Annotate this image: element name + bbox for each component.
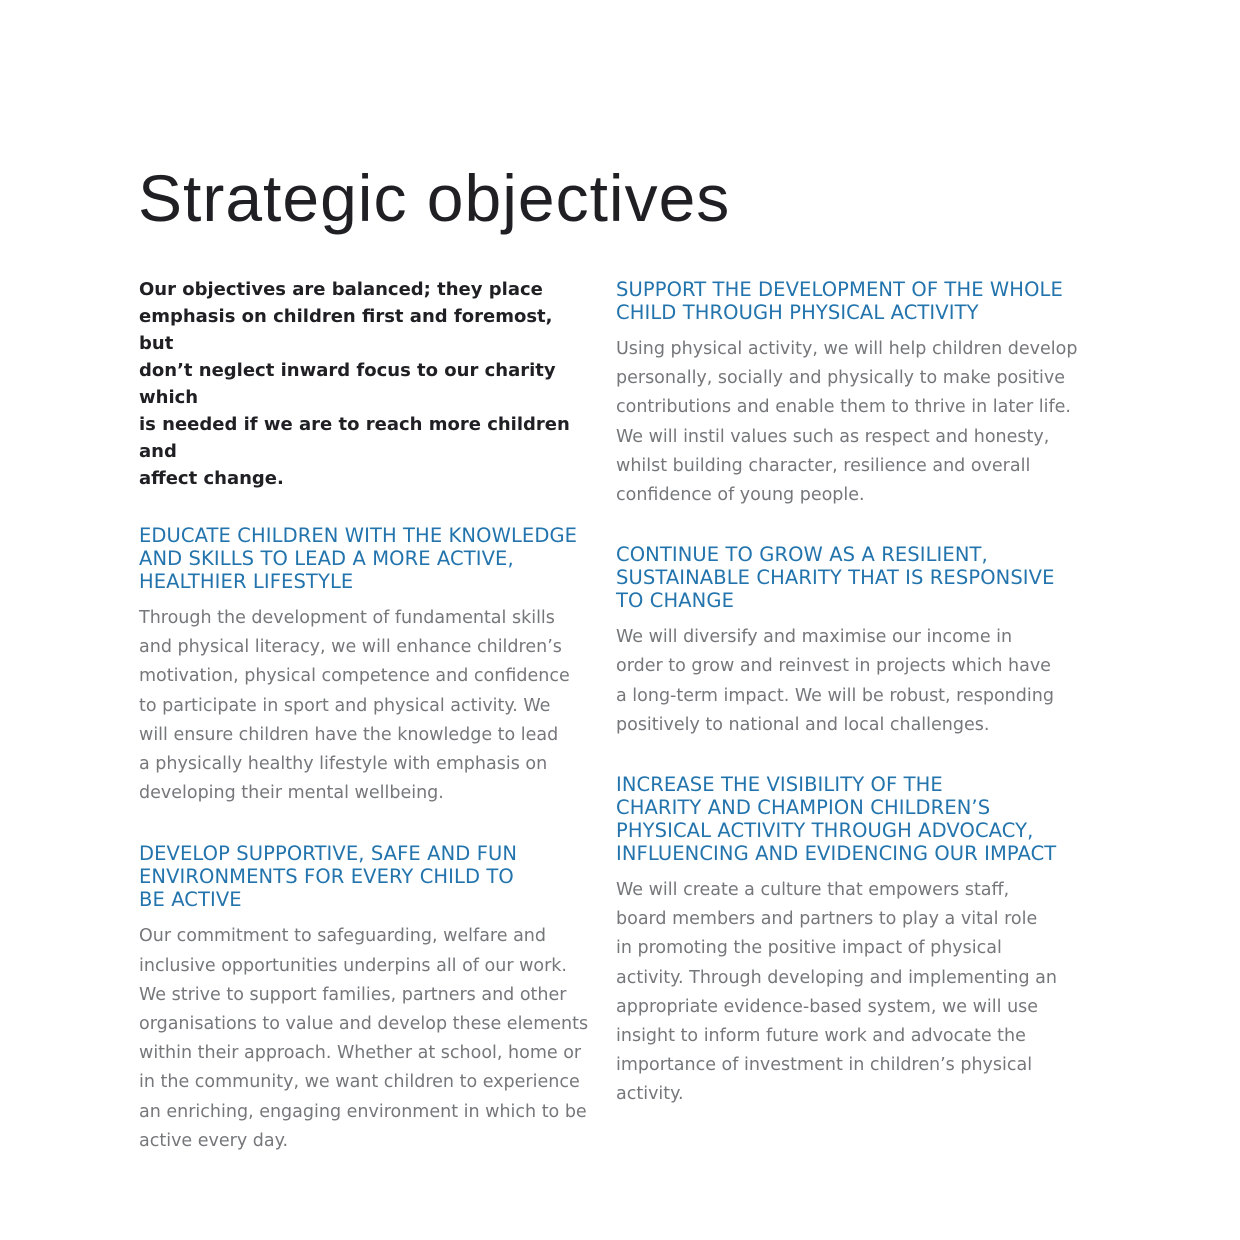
objective-supportive-environments [139,842,591,1156]
objective-heading: SUPPORT THE DEVELOPMENT OF THE WHOLE CHILD THROUGH PHYSICAL ACTIVITY [616,278,1063,324]
objective-body: Our commitment to safeguarding, welfare and inclusive opportunities underpins all of our work. We strive to support families, partners and other organisations to value and develop these elements within their approach. Whether at school, home or in the community, we want children to experience an enriching, engaging environment in which to be active every day. [139,926,589,1151]
page-title: Strategic objectives [138,161,731,235]
objective-educate-children [139,524,591,808]
left-column [139,276,591,1156]
objective-body: Through the development of fundamental skills and physical literacy, we will enhance children’s motivation, physical competence and confidence to participate in sport and physical activity. We will ensure children have the knowledge to lead a physically healthy lifestyle with emphasis on developing their mental wellbeing. [139,608,570,804]
objective-heading: DEVELOP SUPPORTIVE, SAFE AND FUN ENVIRONMENTS FOR EVERY CHILD TO BE ACTIVE [139,842,518,912]
intro-paragraph: Our objectives are balanced; they place emphasis on children first and foremost, but don’t neglect inward focus to our charity which is needed if we are to reach more children and affect change. [139,279,570,489]
objective-heading: INCREASE THE VISIBILITY OF THE CHARITY AND CHAMPION CHILDREN’S PHYSICAL ACTIVITY THROUGH ADVOCACY, INFLUENCING AND EVIDENCING OUR IMPACT [616,773,1057,866]
objective-resilient-charity [616,543,1082,740]
right-column [616,276,1082,1110]
objective-whole-child [616,278,1082,510]
objective-body: We will diversify and maximise our income in order to grow and reinvest in projects which have a long-term impact. We will be robust, responding positively to national and local challenges. [616,627,1054,735]
objective-body: We will create a culture that empowers staff, board members and partners to play a vital role in promoting the positive impact of physical activity. Through developing and implementing an appropriate evidence-based system, we will use insight to inform future work and advocate the importance of investment in children’s physical activity. [616,880,1057,1105]
objective-body: Using physical activity, we will help children develop personally, socially and physically to make positive contributions and enable them to thrive in later life. We will instil values such as respect and honesty, whilst building character, resilience and overall confidence of young people. [616,339,1078,506]
objective-heading: CONTINUE TO GROW AS A RESILIENT, SUSTAINABLE CHARITY THAT IS RESPONSIVE TO CHANGE [616,543,1055,613]
objective-heading: EDUCATE CHILDREN WITH THE KNOWLEDGE AND SKILLS TO LEAD A MORE ACTIVE, HEALTHIER LIFESTYLE [139,524,578,593]
objective-visibility-advocacy [616,773,1082,1110]
